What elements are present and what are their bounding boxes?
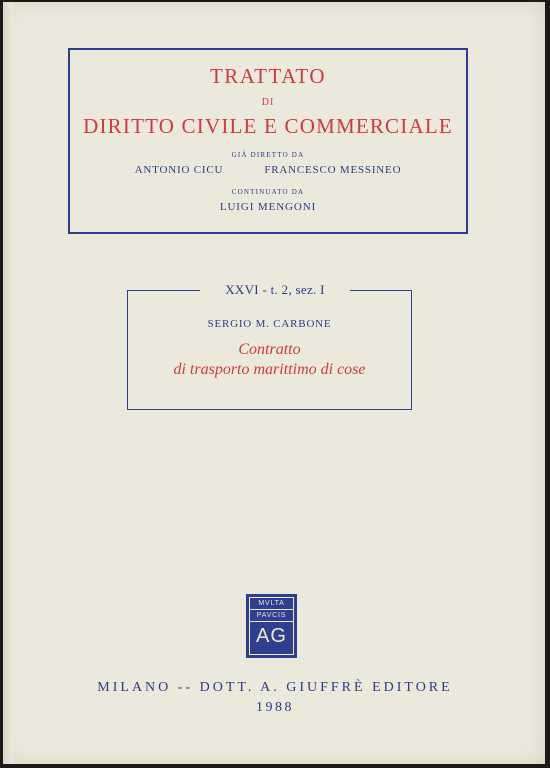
- directed-by-label: GIÀ DIRETTO DA: [231, 151, 305, 159]
- publication-year: 1988: [256, 700, 294, 715]
- series-title-line2: DIRITTO CIVILE E COMMERCIALE: [83, 114, 453, 138]
- volume-title-line2: di trasporto marittimo di cose: [173, 361, 366, 378]
- logo-monogram: AG: [256, 625, 287, 647]
- volume-author: SERGIO M. CARBONE: [207, 318, 332, 330]
- continuer-name: LUIGI MENGONI: [219, 201, 317, 213]
- series-title-line1: TRATTATO: [209, 64, 327, 88]
- publisher-logo: [246, 594, 297, 658]
- continued-by-label: CONTINUATO DA: [231, 188, 305, 196]
- volume-number: XXVI - t. 2, sez. I: [200, 280, 350, 300]
- director-messineo: FRANCESCO MESSINEO: [264, 164, 402, 176]
- cover-edge: [3, 2, 13, 764]
- logo-motto-line1: MVLTA: [250, 598, 293, 610]
- series-frame: [68, 48, 468, 234]
- series-title-di: DI: [261, 97, 275, 108]
- volume-title-line1: Contratto: [238, 341, 301, 358]
- publisher-imprint: MILANO -- DOTT. A. GIUFFRÈ EDITORE: [97, 680, 453, 695]
- logo-motto-line2: PAVCIS: [250, 610, 293, 622]
- director-cicu: ANTONIO CICU: [134, 164, 224, 176]
- volume-frame: [127, 290, 412, 410]
- directors: [70, 164, 466, 176]
